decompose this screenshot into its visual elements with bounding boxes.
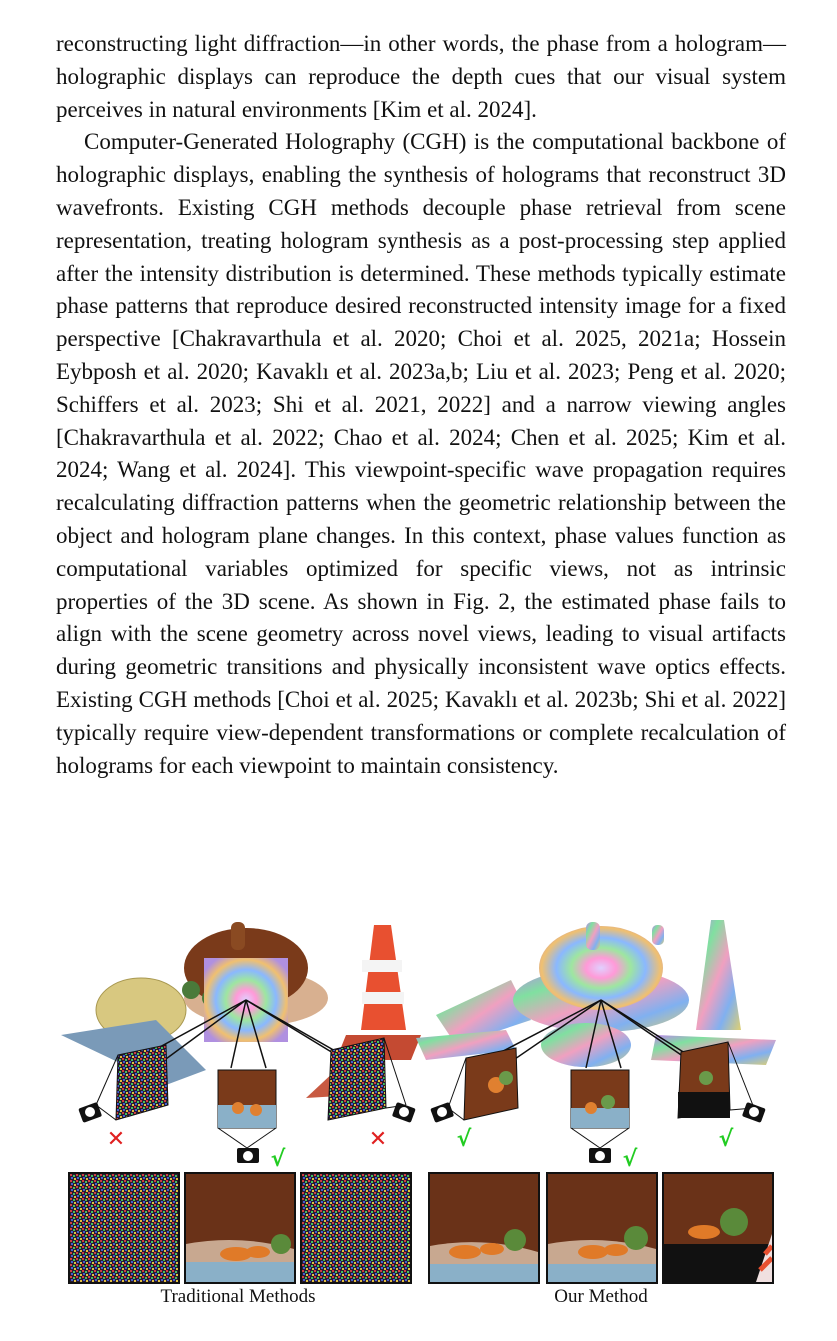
check-mark: √ xyxy=(456,1127,472,1152)
our-view-center xyxy=(546,1172,658,1284)
camera-icon xyxy=(78,1102,102,1123)
check-mark: √ xyxy=(718,1127,734,1152)
our-view-right xyxy=(662,1172,774,1284)
camera-icon xyxy=(392,1102,416,1123)
traditional-methods-label: Traditional Methods xyxy=(160,1286,316,1307)
figure-2 xyxy=(56,920,786,1320)
body-text xyxy=(56,28,786,782)
paragraph-2: Computer-Generated Holography (CGH) is the computational backbone of holographic displays, enabling the synthesis of holograms that reconstruct 3D wavefronts. Existing CGH methods decouple phase retrieval from scene representation, treating hologram synthesis as a post-processing step applied after the intensity distribution is determined. These methods typically estimate phase patterns that reproduce desired reconstructed intensity image for a fixed perspective [Chakravarthula et al. 2020; Choi et al. 2025, 2021a; Hossein Eybposh et al. 2020; Kavaklı et al. 2023a,b; Liu et al. 2023; Peng et al. 2020; Schiffers et al. 2023; Shi et al. 2021, 2022] and a narrow viewing angles [Chakravarthula et al. 2022; Chao et al. 2024; Chen et al. 2025; Kim et al. 2024; Wang et al. 2024]. This viewpoint-specific wave propagation requires recalculating diffraction patterns when the geometric relationship between the object and hologram plane changes. In this context, phase values function as computational variables optimized for specific views, not as intrinsic properties of the 3D scene. As shown in Fig. 2, the estimated phase fails to align with the scene geometry across novel views, leading to visual artifacts during geometric transitions and physically inconsistent wave optics effects. Existing CGH methods [Choi et al. 2025; Kavaklı et al. 2023b; Shi et al. 2022] typically require view-dependent transformations or complete recalculation of holograms for each viewpoint to maintain consistency. xyxy=(56,129,786,778)
figure-scene-illustration xyxy=(56,920,786,1172)
camera-icon xyxy=(742,1102,766,1123)
cross-mark: ✕ xyxy=(368,1127,388,1152)
our-view-left xyxy=(428,1172,540,1284)
camera-icon xyxy=(430,1102,454,1123)
traditional-scene xyxy=(61,922,421,1172)
cross-mark: ✕ xyxy=(106,1127,126,1152)
traditional-view-left xyxy=(68,1172,180,1284)
paragraph-1: reconstructing light diffraction—in other words, the phase from a hologram—holographic displays can reproduce the depth cues that our visual system perceives in natural environments [Kim et al. 2024]. xyxy=(56,31,786,122)
camera-icon xyxy=(589,1148,611,1163)
check-mark: √ xyxy=(270,1147,286,1172)
check-mark: √ xyxy=(622,1147,638,1172)
traditional-view-center xyxy=(184,1172,296,1284)
traditional-view-right xyxy=(300,1172,412,1284)
camera-icon xyxy=(237,1148,259,1163)
our-method-scene xyxy=(416,920,776,1172)
our-method-label: Our Method xyxy=(554,1286,648,1307)
